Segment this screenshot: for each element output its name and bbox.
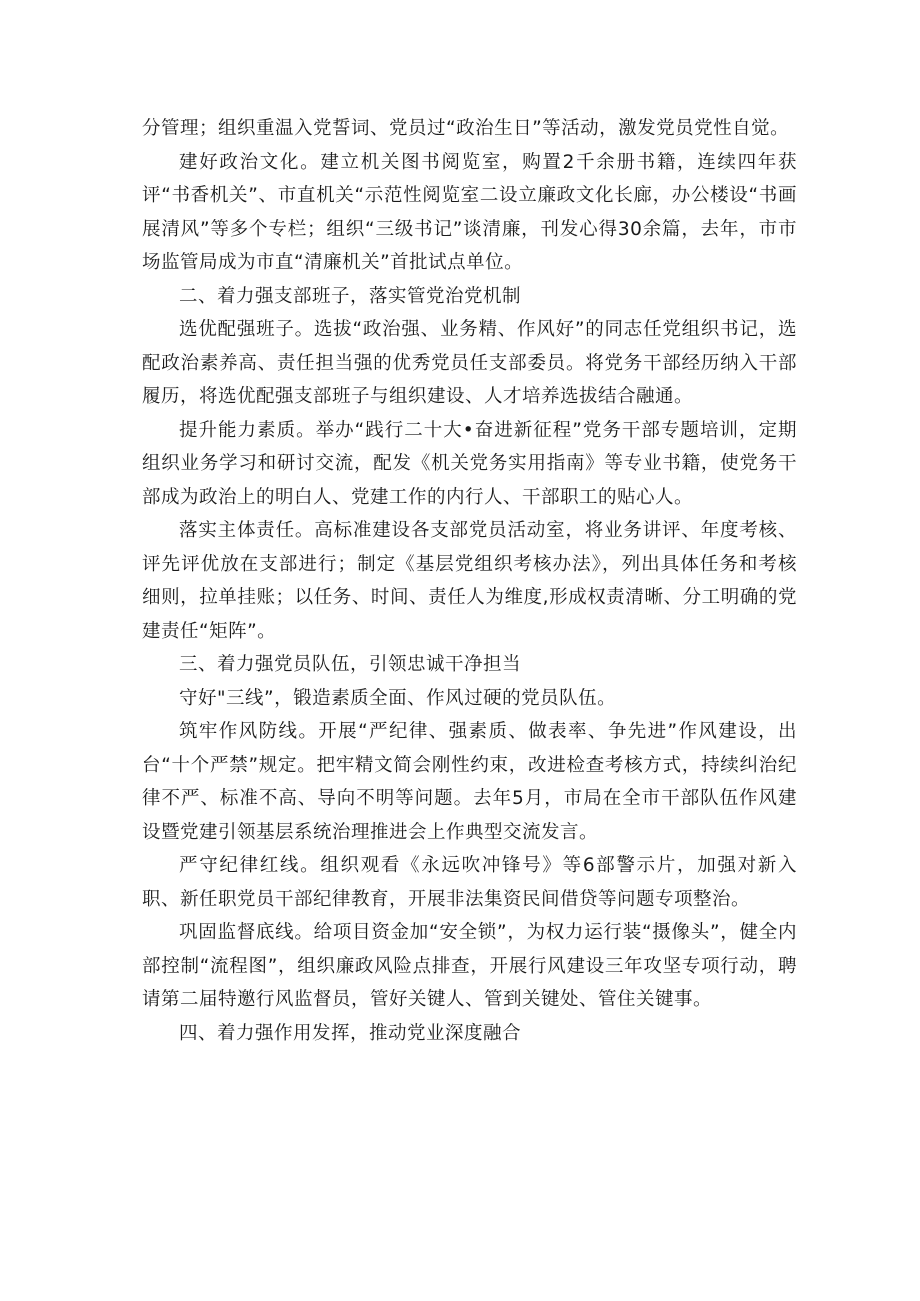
paragraph-responsibility: 落实主体责任。高标准建设各支部党员活动室，将业务讲评、年度考核、评先评优放在支部进行；制定《基层党组织考核办法》，列出具体任务和考核细则，拉单挂账；以任务、时间、责任人为维度,形成权责清晰、分工明确的党建责任“矩阵”。 [142,520,797,642]
section-heading-3: 三、着力强党员队伍，引领忠诚干净担当 [179,654,522,675]
paragraph-three-lines: 守好"三线”，锻造素质全面、作风过硬的党员队伍。 [179,687,617,709]
paragraph-select-team: 选优配强班子。选拔“政治强、业务精、作风好”的同志任党组织书记，选配政治素养高、责任担当强的优秀党员任支部委员。将党务干部经历纳入干部履历，将选优配强支部班子与组织建设、人才培养选拔结合融通。 [142,319,797,407]
section-heading-2: 二、着力强支部班子，落实管党治党机制 [179,285,522,307]
paragraph-supervision: 巩固监督底线。给项目资金加“安全锁”，为权力运行装“摄像头”，健全内部控制“流程图”，组织廉政风险点排查，开展行风建设三年攻坚专项行动，聘请第二届特邀行风监督员，管好关键人、管到关键处、管住关键事。 [142,922,797,1010]
paragraph-improve-ability: 提升能力素质。举办“践行二十大•奋进新征程”党务干部专题培训，定期组织业务学习和研讨交流，配发《机关党务实用指南》等专业书籍，使党务干部成为政治上的明白人、党建工作的内行人、干部职工的贴心人。 [142,419,797,508]
paragraph-discipline: 严守纪律红线。组织观看《永远吹冲锋号》等6部警示片，加强对新入职、新任职党员干部纪律教育，开展非法集资民间借贷等问题专项整治。 [142,855,797,910]
paragraph-political-culture: 建好政治文化。建立机关图书阅览室，购置2千余册书籍，连续四年获评“书香机关”、市直机关“示范性阅览室二设立廉政文化长廊，办公楼设“书画展清风”等多个专栏；组织“三级书记”谈清廉，刊发心得30余篇，去年，市市场监管局成为市直“清廉机关”首批试点单位。 [142,151,797,273]
paragraph-work-style: 筑牢作风防线。开展“严纪律、强素质、做表率、争先进”作风建设，出台“十个严禁”规定。把牢精文简会刚性约束，改进检查考核方式，持续纠治纪律不严、标准不高、导向不明等问题。去年5月，市局在全市干部队伍作风建设暨党建引领基层系统治理推进会上作典型交流发言。 [142,721,797,843]
section-heading-4: 四、着力强作用发挥，推动党业深度融合 [179,1022,522,1044]
document-body [142,112,797,1050]
paragraph-continuation: 分管理；组织重温入党誓词、党员过“政治生日”等活动，激发党员党性自觉。 [142,118,790,139]
